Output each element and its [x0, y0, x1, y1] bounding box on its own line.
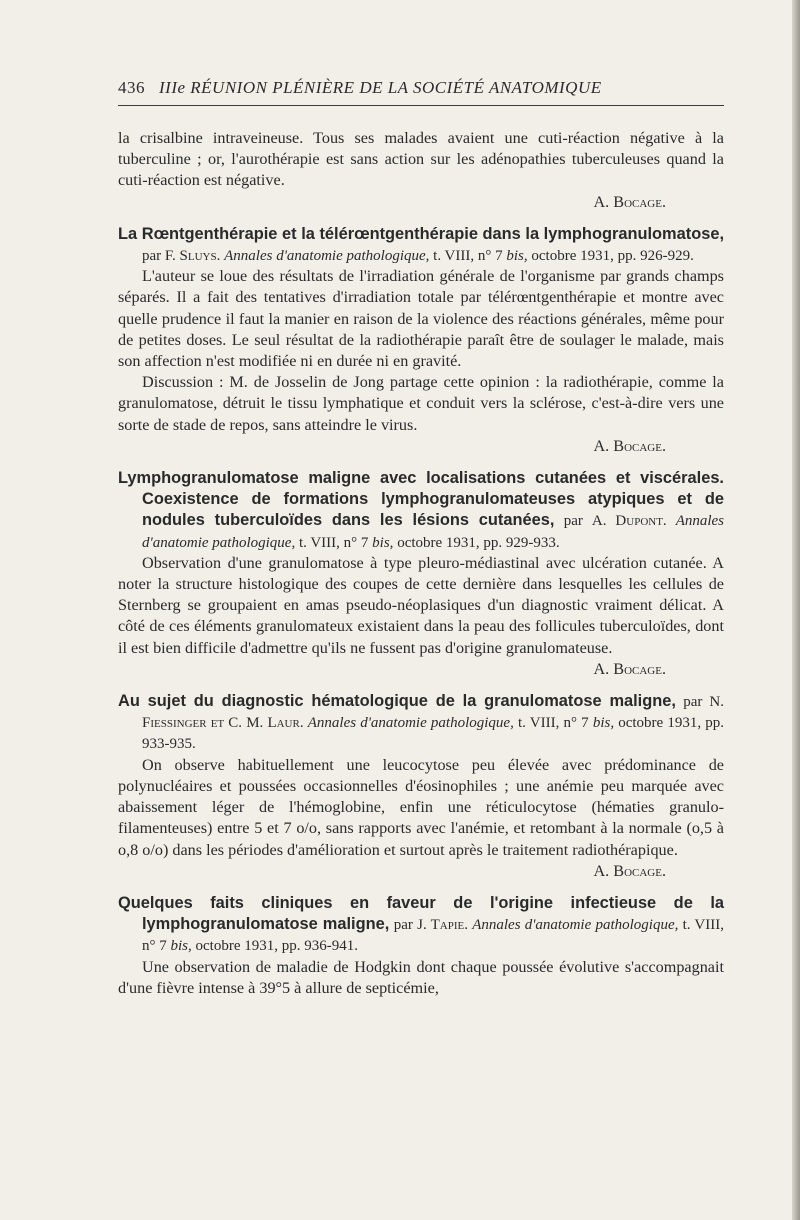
- entry-title: La Rœntgenthérapie et la télérœntgenthérapie dans la lymphogranulomatose,: [118, 224, 724, 243]
- entry-citation: [142, 248, 694, 264]
- citation-author: N. Fiessinger et C. M. Laur.: [142, 694, 725, 732]
- entry-paragraph: On observe habituellement une leucocytose peu élevée avec prédominance de polynucléaires et poussées occasionnelles d'éosinophiles ; une anémie peu marquée avec abaissement léger de l'hémoglobine, enfin une réticulocytose (hématies granulo-filamenteuses) entre 5 et 7 o/o, sans rapports avec l'anémie, et retombant à la normale (o,5 à o,8 o/o) dans les périodes d'amélioration et surtout après le traitement radiothérapique.: [118, 755, 724, 859]
- citation-author: A. Dupont.: [591, 513, 667, 530]
- citation-ref: t. VIII, n° 7: [517, 715, 589, 732]
- citation-journal: Annales d'anatomie pathologique,: [472, 917, 679, 934]
- review-entry: [118, 893, 724, 999]
- intro-paragraph: la crisalbine intraveineuse. Tous ses malades avaient une cuti-réaction négative à la tuberculine ; or, l'aurothérapie est sans action sur les adénopathies tuberculeuses quand la cuti-réaction est négative.: [118, 129, 724, 190]
- citation-journal: Annales d'anatomie pathologique,: [224, 248, 430, 265]
- review-entry: [118, 691, 724, 882]
- entry-paragraph: Observation d'une granulomatose à type pleuro-médiastinal avec ulcération cutanée. A noter la structure histologique des coupes de cette dernière dans lesquelles les cellules de Sternberg se groupaient en amas pseudo-néoplasiques d'un diagnostic vraiment délicat. A côté de ces éléments granulomateux existaient dans la peau des follicules tuberculoïdes, dont il est bien difficile d'admettre qu'ils ne fussent pas d'origine granulomateuse.: [118, 553, 724, 657]
- page: [118, 78, 724, 999]
- citation-date-pages: octobre 1931, pp. 933-935.: [142, 715, 725, 753]
- running-head: [118, 78, 724, 106]
- signature: A. Bocage.: [593, 436, 666, 455]
- entry-paragraph: Une observation de maladie de Hodgkin dont chaque poussée évolutive s'accompagnait d'une fièvre intense à 39°5 à allure de septicémie,: [118, 957, 724, 997]
- citation-ref: t. VIII, n° 7: [298, 534, 369, 551]
- citation-by: par: [393, 917, 413, 934]
- citation-ref: t. VIII, n° 7: [142, 917, 724, 955]
- citation-date-pages: octobre 1931, pp. 936-941.: [195, 938, 358, 955]
- citation-date-pages: octobre 1931, pp. 926-929.: [531, 248, 694, 265]
- citation-by: par: [142, 248, 162, 265]
- citation-date-pages: octobre 1931, pp. 929-933.: [397, 534, 560, 551]
- citation-journal: Annales d'anatomie pathologique,: [142, 513, 725, 551]
- signature: A. Bocage.: [593, 659, 666, 678]
- citation-bis: bis,: [592, 715, 615, 732]
- citation-by: par: [683, 694, 703, 711]
- entry-title: Lymphogranulomatose maligne avec localisations cutanées et viscérales. Coexistence de formations lymphogranulomateuses atypiques et de nodules tuberculoïdes dans les lésions cutanées,: [118, 469, 724, 530]
- review-entry: [118, 468, 724, 680]
- page-number: 436: [118, 78, 145, 97]
- citation-bis: bis,: [506, 248, 528, 265]
- body-text: [118, 128, 724, 999]
- review-entry: [118, 224, 724, 457]
- citation-author: F. Sluys.: [164, 248, 221, 265]
- page-edge: [792, 0, 800, 1220]
- citation-author: J. Tapie.: [417, 917, 468, 934]
- citation-by: par: [563, 513, 583, 530]
- entry-paragraph: Discussion : M. de Josselin de Jong partage cette opinion : la radiothérapie, comme la granulomatose, détruit le tissu lymphatique et conduit vers la sclérose, c'est-à-dire vers une sorte de stade de repos, sans atteindre le virus.: [118, 373, 724, 434]
- entry-title: Quelques faits cliniques en faveur de l'origine infectieuse de la lymphogranulomatose maligne,: [118, 893, 724, 934]
- signature: A. Bocage.: [593, 192, 666, 211]
- running-title: IIIe RÉUNION PLÉNIÈRE DE LA SOCIÉTÉ ANATOMIQUE: [159, 78, 602, 97]
- signature: A. Bocage.: [593, 861, 666, 880]
- citation-journal: Annales d'anatomie pathologique,: [307, 715, 514, 732]
- citation-bis: bis,: [170, 938, 192, 955]
- entry-title: Au sujet du diagnostic hématologique de la granulomatose maligne,: [118, 692, 676, 711]
- citation-ref: t. VIII, n° 7: [433, 248, 503, 265]
- entry-paragraph: L'auteur se loue des résultats de l'irradiation générale de l'organisme par grands champs séparés. Il a fait des tentatives d'irradiation totale par télérœntgenthérapie et montre avec quelle prudence il faut la manier en raison de la violence des réactions générales, même pour de petites doses. Le seul résultat de la radiothérapie paraît être de soulager le malade, mais son affection n'est modifiée ni en durée ni en gravité.: [118, 267, 724, 371]
- citation-bis: bis,: [372, 534, 394, 551]
